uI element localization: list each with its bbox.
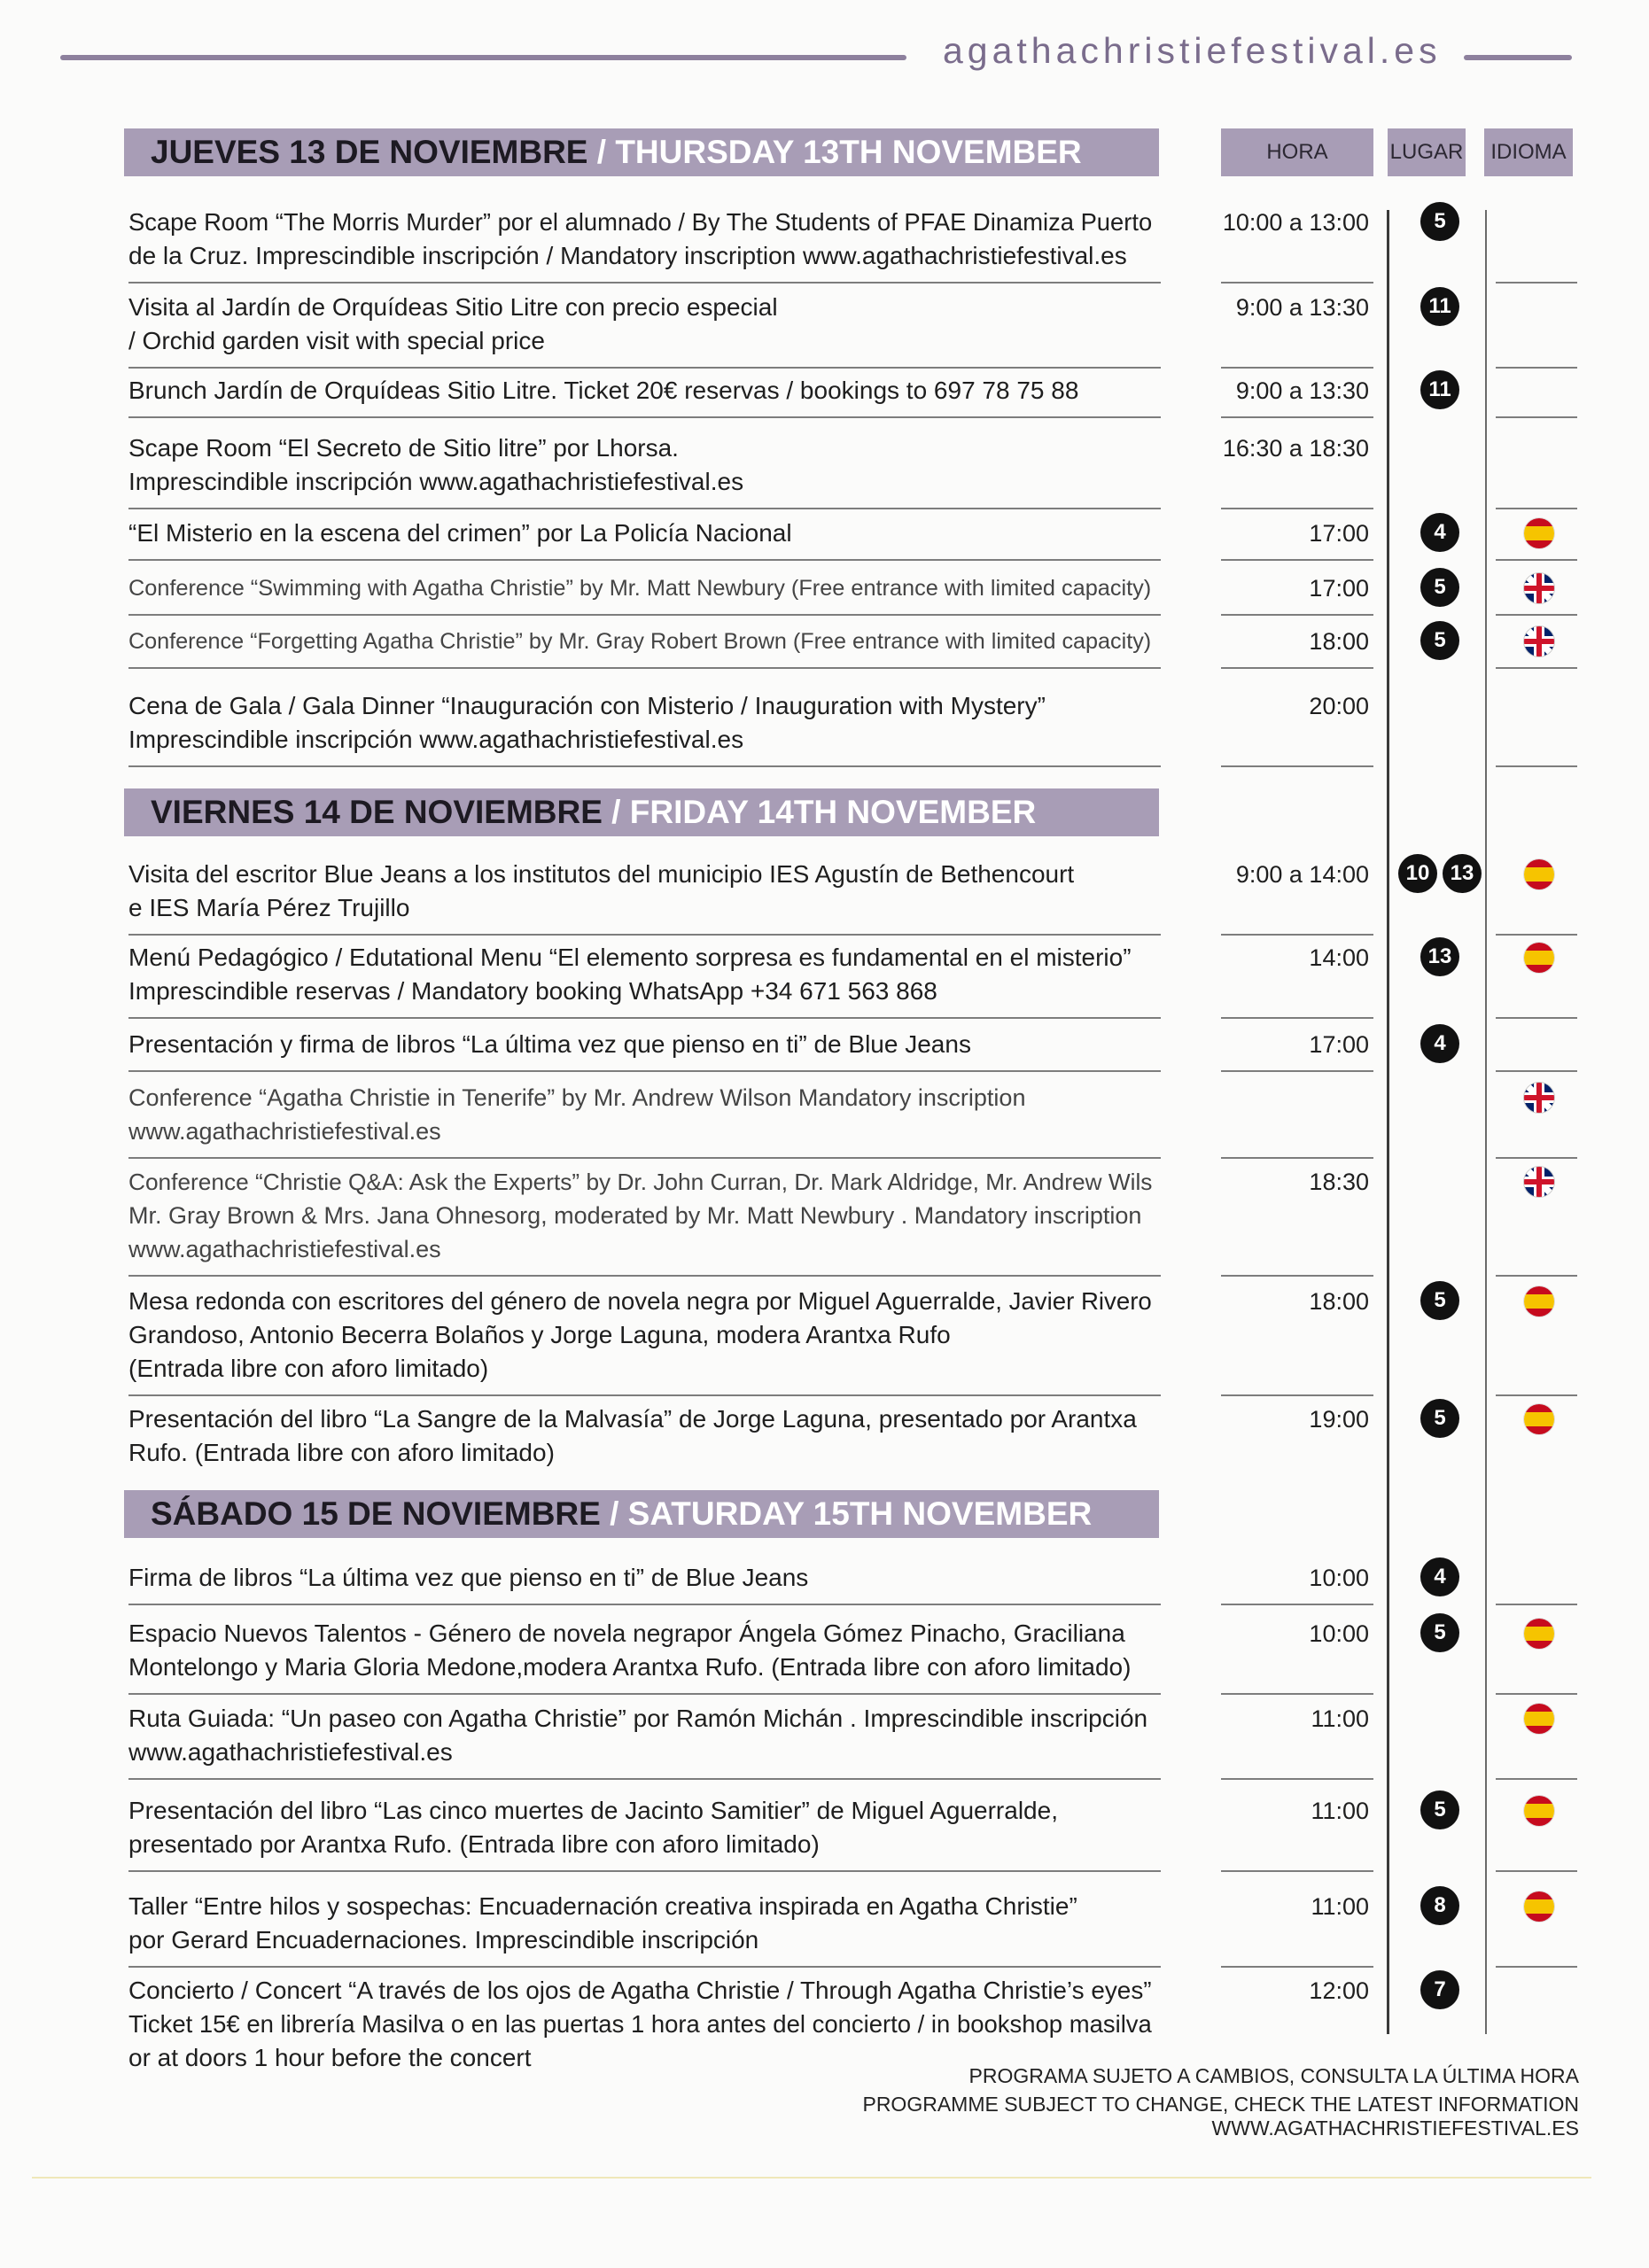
row-divider-lang (1496, 416, 1577, 418)
event-line: www.agathachristiefestival.es (128, 1738, 453, 1766)
row-divider-lang (1496, 765, 1577, 767)
event-description (128, 941, 1152, 1008)
event-line: Scape Room “El Secreto de Sitio litre” por Lhorsa. (128, 434, 679, 462)
event-line: Visita al Jardín de Orquídeas Sitio Litre con precio especial (128, 293, 778, 321)
day-title-es: VIERNES 14 DE NOVIEMBRE (151, 794, 603, 830)
event-venue (1391, 1399, 1489, 1438)
row-divider-time (1221, 1693, 1373, 1695)
row-divider-time (1221, 1604, 1373, 1605)
row-divider-time (1221, 1394, 1373, 1396)
event-time: 17:00 (1309, 520, 1369, 547)
spain-flag-icon (1524, 1704, 1554, 1734)
row-divider-time (1221, 614, 1373, 616)
row-divider-time (1221, 1966, 1373, 1968)
event-line: www.agathachristiefestival.es (128, 1118, 441, 1145)
event-language (1515, 1404, 1563, 1434)
event-time: 9:00 a 13:30 (1235, 294, 1369, 321)
venue-badge: 8 (1420, 1886, 1459, 1925)
event-language (1515, 573, 1563, 603)
event-time: 10:00 a 13:00 (1222, 209, 1369, 236)
spain-flag-icon (1524, 1404, 1554, 1434)
event-description (128, 858, 1152, 925)
row-divider-lang (1496, 282, 1577, 284)
event-line: Brunch Jardín de Orquídeas Sitio Litre. Ticket 20€ reservas / bookings to 697 78 75 88 (128, 377, 1079, 404)
event-description (128, 689, 1152, 757)
row-divider-lang (1496, 1604, 1577, 1605)
spain-flag-icon (1524, 1891, 1554, 1922)
event-venue (1391, 568, 1489, 607)
row-divider (128, 1693, 1161, 1695)
row-divider-lang (1496, 508, 1577, 509)
venue-badge: 5 (1420, 1281, 1459, 1320)
event-language (1515, 626, 1563, 656)
event-venue (1391, 370, 1489, 409)
venue-badge: 11 (1420, 287, 1459, 326)
event-venue (1391, 1886, 1489, 1925)
row-divider (128, 1275, 1161, 1277)
event-time: 11:00 (1311, 1705, 1369, 1732)
event-language (1515, 859, 1563, 889)
event-description (128, 206, 1152, 273)
row-divider-lang (1496, 1778, 1577, 1780)
event-line: Rufo. (Entrada libre con aforo limitado) (128, 1439, 555, 1466)
event-line: Espacio Nuevos Talentos - Género de novela negrapor Ángela Gómez Pinacho, Graciliana (128, 1619, 1125, 1647)
venue-badge: 5 (1420, 202, 1459, 241)
spain-flag-icon (1524, 859, 1554, 889)
event-description (128, 571, 1152, 605)
day-banner (124, 1490, 1159, 1538)
day-title-es: SÁBADO 15 DE NOVIEMBRE (151, 1495, 601, 1532)
event-line: www.agathachristiefestival.es (128, 1236, 441, 1262)
row-divider (128, 934, 1161, 936)
event-line: Cena de Gala / Gala Dinner “Inauguración con Misterio / Inauguration with Mystery” (128, 692, 1046, 719)
spain-flag-icon (1524, 518, 1554, 548)
event-line: presentado por Arantxa Rufo. (Entrada libre con aforo limitado) (128, 1830, 820, 1858)
bottom-rule (32, 2177, 1591, 2179)
day-title-es: JUEVES 13 DE NOVIEMBRE (151, 134, 588, 170)
event-language (1515, 1796, 1563, 1826)
uk-flag-icon (1524, 1083, 1554, 1113)
event-line: Grandoso, Antonio Becerra Bolaños y Jorge Laguna, modera Arantxa Rufo (128, 1321, 951, 1348)
event-description (128, 1285, 1152, 1386)
row-divider-time (1221, 367, 1373, 369)
day-title-en: / FRIDAY 14TH NOVEMBER (602, 794, 1037, 830)
venue-badge: 5 (1420, 1399, 1459, 1438)
row-divider-lang (1496, 1693, 1577, 1695)
event-description (128, 625, 1152, 658)
event-time: 14:00 (1309, 944, 1369, 971)
event-line: Mesa redonda con escritores del género de novela negra por Miguel Aguerralde, Javier Rivero (128, 1287, 1152, 1315)
event-venue (1391, 854, 1489, 893)
event-description (128, 1702, 1152, 1769)
event-time: 9:00 a 14:00 (1235, 861, 1369, 888)
event-language (1515, 1619, 1563, 1649)
event-line: Visita del escritor Blue Jeans a los institutos del municipio IES Agustín de Bethencourt (128, 860, 1075, 888)
event-line: Presentación y firma de libros “La última vez que pienso en ti” de Blue Jeans (128, 1030, 971, 1058)
row-divider-time (1221, 1275, 1373, 1277)
event-venue (1391, 1024, 1489, 1063)
event-line: Scape Room “The Morris Murder” por el alumnado / By The Students of PFAE Dinamiza Puerto (128, 208, 1153, 236)
event-time: 10:00 (1309, 1565, 1369, 1591)
event-line: Imprescindible inscripción www.agathachristiefestival.es (128, 726, 744, 753)
site-name: agathachristiefestival.es (943, 30, 1442, 71)
row-divider (128, 1966, 1161, 1968)
notice-en: PROGRAMME SUBJECT TO CHANGE, CHECK THE LATEST INFORMATION WWW.AGATHACHRISTIEFESTIVAL.ES (862, 2093, 1579, 2140)
row-divider-lang (1496, 1275, 1577, 1277)
row-divider (128, 1870, 1161, 1872)
event-language (1515, 518, 1563, 548)
event-language (1515, 943, 1563, 973)
event-time: 11:00 (1311, 1798, 1369, 1824)
event-venue (1391, 1557, 1489, 1596)
row-divider-time (1221, 1070, 1373, 1072)
event-description (128, 1561, 1152, 1595)
event-line: Conference “Christie Q&A: Ask the Experts” by Dr. John Curran, Dr. Mark Aldridge, Mr. Andrew Wils (128, 1169, 1153, 1195)
event-language (1515, 1286, 1563, 1317)
event-language (1515, 1891, 1563, 1922)
row-divider-time (1221, 1870, 1373, 1872)
row-divider-lang (1496, 1157, 1577, 1159)
event-venue (1391, 202, 1489, 241)
row-divider-lang (1496, 1017, 1577, 1019)
event-venue (1391, 1790, 1489, 1829)
event-line: Imprescindible reservas / Mandatory booking WhatsApp +34 671 563 868 (128, 977, 937, 1005)
event-description (128, 1974, 1152, 2075)
event-description (128, 1890, 1152, 1957)
event-line: (Entrada libre con aforo limitado) (128, 1355, 489, 1382)
event-line: de la Cruz. Imprescindible inscripción / Mandatory inscription www.agathachristiefestival.es (128, 242, 1127, 269)
event-time: 16:30 a 18:30 (1222, 435, 1369, 462)
row-divider-lang (1496, 1070, 1577, 1072)
event-description (128, 1402, 1152, 1470)
event-venue (1391, 513, 1489, 552)
event-description (128, 1081, 1152, 1148)
row-divider-time (1221, 1778, 1373, 1780)
row-divider (128, 1778, 1161, 1780)
language-column-rule (1485, 210, 1487, 2034)
event-description (128, 1794, 1152, 1861)
row-divider-time (1221, 934, 1373, 936)
event-time: 18:30 (1309, 1169, 1369, 1195)
row-divider-time (1221, 1157, 1373, 1159)
row-divider (128, 614, 1161, 616)
venue-badge: 13 (1420, 937, 1459, 976)
row-divider-lang (1496, 559, 1577, 561)
event-time: 20:00 (1309, 693, 1369, 719)
event-time: 11:00 (1311, 1893, 1369, 1920)
event-description (128, 431, 1152, 499)
event-line: Menú Pedagógico / Edutational Menu “El elemento sorpresa es fundamental en el misterio” (128, 944, 1132, 971)
row-divider (128, 1394, 1161, 1396)
event-time: 9:00 a 13:30 (1235, 377, 1369, 404)
day-title-en: / THURSDAY 13TH NOVEMBER (587, 134, 1082, 170)
row-divider-time (1221, 282, 1373, 284)
event-line: Presentación del libro “Las cinco muertes de Jacinto Samitier” de Miguel Aguerralde, (128, 1797, 1058, 1824)
uk-flag-icon (1524, 1167, 1554, 1197)
event-language (1515, 1704, 1563, 1734)
row-divider-time (1221, 559, 1373, 561)
event-description (128, 1617, 1152, 1684)
day-title-en: / SATURDAY 15TH NOVEMBER (600, 1495, 1093, 1532)
header-rule-right (1464, 55, 1572, 60)
row-divider (128, 1070, 1161, 1072)
event-line: Imprescindible inscripción www.agathachristiefestival.es (128, 468, 744, 495)
event-line: Conference “Forgetting Agatha Christie” by Mr. Gray Robert Brown (Free entrance with limited capacity) (128, 629, 1152, 654)
venue-badge: 11 (1420, 370, 1459, 409)
row-divider-lang (1496, 1870, 1577, 1872)
event-line: Mr. Gray Brown & Mrs. Jana Ohnesorg, moderated by Mr. Matt Newbury . Mandatory inscription (128, 1202, 1142, 1229)
spain-flag-icon (1524, 1796, 1554, 1826)
event-time: 17:00 (1309, 575, 1369, 602)
venue-column-rule (1387, 210, 1389, 2034)
row-divider-lang (1496, 1394, 1577, 1396)
row-divider (128, 765, 1161, 767)
venue-badge: 5 (1420, 1613, 1459, 1652)
spain-flag-icon (1524, 1619, 1554, 1649)
row-divider-time (1221, 416, 1373, 418)
notice-es: PROGRAMA SUJETO A CAMBIOS, CONSULTA LA ÚLTIMA HORA (968, 2064, 1579, 2087)
event-line: Ticket 15€ en librería Masilva o en las puertas 1 hora antes del concierto / in bookshop masilva (128, 2010, 1152, 2038)
event-line: / Orchid garden visit with special price (128, 327, 545, 354)
row-divider-time (1221, 1017, 1373, 1019)
event-language (1515, 1083, 1563, 1113)
venue-badge: 5 (1420, 568, 1459, 607)
uk-flag-icon (1524, 626, 1554, 656)
row-divider (128, 559, 1161, 561)
venue-badge: 4 (1420, 1557, 1459, 1596)
row-divider (128, 508, 1161, 509)
event-line: Conference “Agatha Christie in Tenerife” by Mr. Andrew Wilson Mandatory inscription (128, 1084, 1026, 1111)
event-line: Conference “Swimming with Agatha Christie” by Mr. Matt Newbury (Free entrance with limited capacity) (128, 576, 1152, 601)
event-description (128, 517, 1152, 550)
venue-badge: 4 (1420, 513, 1459, 552)
row-divider (128, 282, 1161, 284)
event-time: 17:00 (1309, 1031, 1369, 1058)
event-description (128, 1028, 1152, 1061)
event-venue (1391, 1970, 1489, 2009)
event-line: “El Misterio en la escena del crimen” por La Policía Nacional (128, 519, 792, 547)
row-divider-lang (1496, 1966, 1577, 1968)
day-banner (124, 128, 1159, 176)
spain-flag-icon (1524, 1286, 1554, 1317)
row-divider (128, 1157, 1161, 1159)
row-divider (128, 667, 1161, 669)
row-divider-time (1221, 508, 1373, 509)
event-description (128, 1165, 1152, 1266)
event-line: Firma de libros “La última vez que pienso en ti” de Blue Jeans (128, 1564, 809, 1591)
uk-flag-icon (1524, 573, 1554, 603)
row-divider-time (1221, 765, 1373, 767)
row-divider-lang (1496, 367, 1577, 369)
event-line: Concierto / Concert “A través de los ojos de Agatha Christie / Through Agatha Christie’s eyes” (128, 1977, 1152, 2004)
day-banner (124, 788, 1159, 836)
event-venue (1391, 621, 1489, 660)
event-venue (1391, 937, 1489, 976)
column-header-language: IDIOMA (1484, 128, 1573, 176)
venue-badge: 7 (1420, 1970, 1459, 2009)
venue-badge: 5 (1420, 621, 1459, 660)
event-venue (1391, 287, 1489, 326)
event-line: Montelongo y Maria Gloria Medone,modera Arantxa Rufo. (Entrada libre con aforo limitado) (128, 1653, 1132, 1681)
column-header-time: HORA (1221, 128, 1373, 176)
column-header-venue: LUGAR (1388, 128, 1466, 176)
venue-badge: 5 (1420, 1790, 1459, 1829)
venue-badge: 10 (1398, 854, 1437, 893)
event-time: 12:00 (1309, 1977, 1369, 2004)
row-divider-lang (1496, 614, 1577, 616)
venue-badge: 13 (1443, 854, 1482, 893)
row-divider (128, 1604, 1161, 1605)
event-language (1515, 1167, 1563, 1197)
event-line: e IES María Pérez Trujillo (128, 894, 410, 921)
event-time: 18:00 (1309, 1288, 1369, 1315)
venue-badge: 4 (1420, 1024, 1459, 1063)
row-divider-time (1221, 667, 1373, 669)
row-divider-lang (1496, 667, 1577, 669)
header-rule-left (60, 55, 906, 60)
event-description (128, 374, 1152, 408)
row-divider (128, 416, 1161, 418)
event-venue (1391, 1613, 1489, 1652)
spain-flag-icon (1524, 943, 1554, 973)
event-description (128, 291, 1152, 358)
row-divider-lang (1496, 934, 1577, 936)
event-time: 10:00 (1309, 1620, 1369, 1647)
event-time: 18:00 (1309, 628, 1369, 655)
event-line: Ruta Guiada: “Un paseo con Agatha Christie” por Ramón Michán . Imprescindible inscripción (128, 1705, 1148, 1732)
event-time: 19:00 (1309, 1406, 1369, 1433)
row-divider (128, 367, 1161, 369)
event-line: Taller “Entre hilos y sospechas: Encuadernación creativa inspirada en Agatha Christie” (128, 1892, 1077, 1920)
event-line: por Gerard Encuadernaciones. Imprescindible inscripción (128, 1926, 759, 1953)
event-venue (1391, 1281, 1489, 1320)
row-divider (128, 1017, 1161, 1019)
event-line: Presentación del libro “La Sangre de la Malvasía” de Jorge Laguna, presentado por Arantxa (128, 1405, 1137, 1433)
event-line: or at doors 1 hour before the concert (128, 2044, 532, 2071)
